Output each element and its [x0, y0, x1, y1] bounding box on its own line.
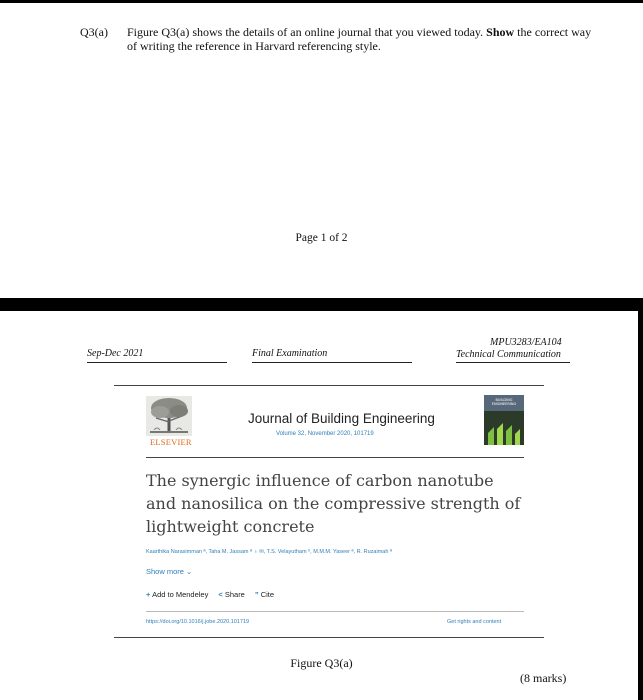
question-bold-word: Show — [486, 25, 515, 39]
page-number: Page 1 of 2 — [295, 232, 348, 244]
journal-volume-link[interactable]: Volume 32, November 2020, 101719 — [276, 431, 374, 437]
elsevier-logo — [146, 396, 192, 436]
header-course-code: MPU3283/EA104 — [490, 337, 562, 348]
article-actions — [146, 590, 274, 599]
cover-title: BUILDING ENGINEERING — [491, 398, 517, 406]
tree-icon — [146, 396, 192, 436]
cite-button[interactable]: ” Cite — [254, 590, 275, 599]
question-label: Q3(a) — [80, 25, 108, 39]
page-separator — [0, 298, 643, 311]
show-more-link[interactable]: Show more ⌄ — [146, 567, 193, 576]
question-text: Figure Q3(a) shows the details of an online journal that you viewed today. Show the correct way of writing the reference in Harvard referencing style. — [127, 25, 592, 53]
figure-bottom-rule — [114, 637, 544, 638]
header-rule-right — [456, 362, 570, 363]
header-exam-type: Final Examination — [252, 348, 328, 359]
journal-title-link[interactable]: Journal of Building Engineering — [248, 411, 435, 426]
header-rule-center — [252, 362, 412, 363]
plus-icon: + — [146, 590, 151, 599]
author-list[interactable]: Kaarthika Narasimman ª, Taha M. Jassam ª ♁ ✉, T.S. Velayutham ᵇ, M.M.M. Yaseer ª, R. Ruzaimah ª — [146, 549, 392, 555]
doi-link[interactable]: https://doi.org/10.1016/j.jobe.2020.101719 — [146, 619, 250, 625]
header-rule-left — [87, 362, 227, 363]
journal-cover[interactable] — [484, 395, 524, 445]
marks-label: (8 marks) — [520, 671, 567, 685]
quote-icon: ” — [254, 590, 259, 599]
article-header-rule — [146, 457, 524, 458]
header-course-name: Technical Communication — [456, 349, 561, 360]
cover-building-icon — [484, 411, 524, 445]
share-icon: < — [218, 590, 223, 599]
header-semester: Sep-Dec 2021 — [87, 348, 144, 359]
rights-link[interactable]: Get rights and content — [447, 619, 502, 625]
top-border — [0, 0, 643, 3]
chevron-down-icon: ⌄ — [186, 567, 193, 576]
share-button[interactable]: < Share — [218, 590, 245, 599]
figure-top-rule — [114, 385, 544, 386]
figure-caption: Figure Q3(a) — [290, 656, 353, 670]
right-edge-border — [638, 311, 643, 700]
article-title: The synergic influence of carbon nanotube and nanosilica on the compressive strength of lightweight concrete — [146, 471, 521, 536]
publisher-name: ELSEVIER — [150, 437, 192, 447]
add-to-mendeley-button[interactable]: + Add to Mendeley — [146, 590, 209, 599]
doi-divider — [146, 611, 524, 612]
